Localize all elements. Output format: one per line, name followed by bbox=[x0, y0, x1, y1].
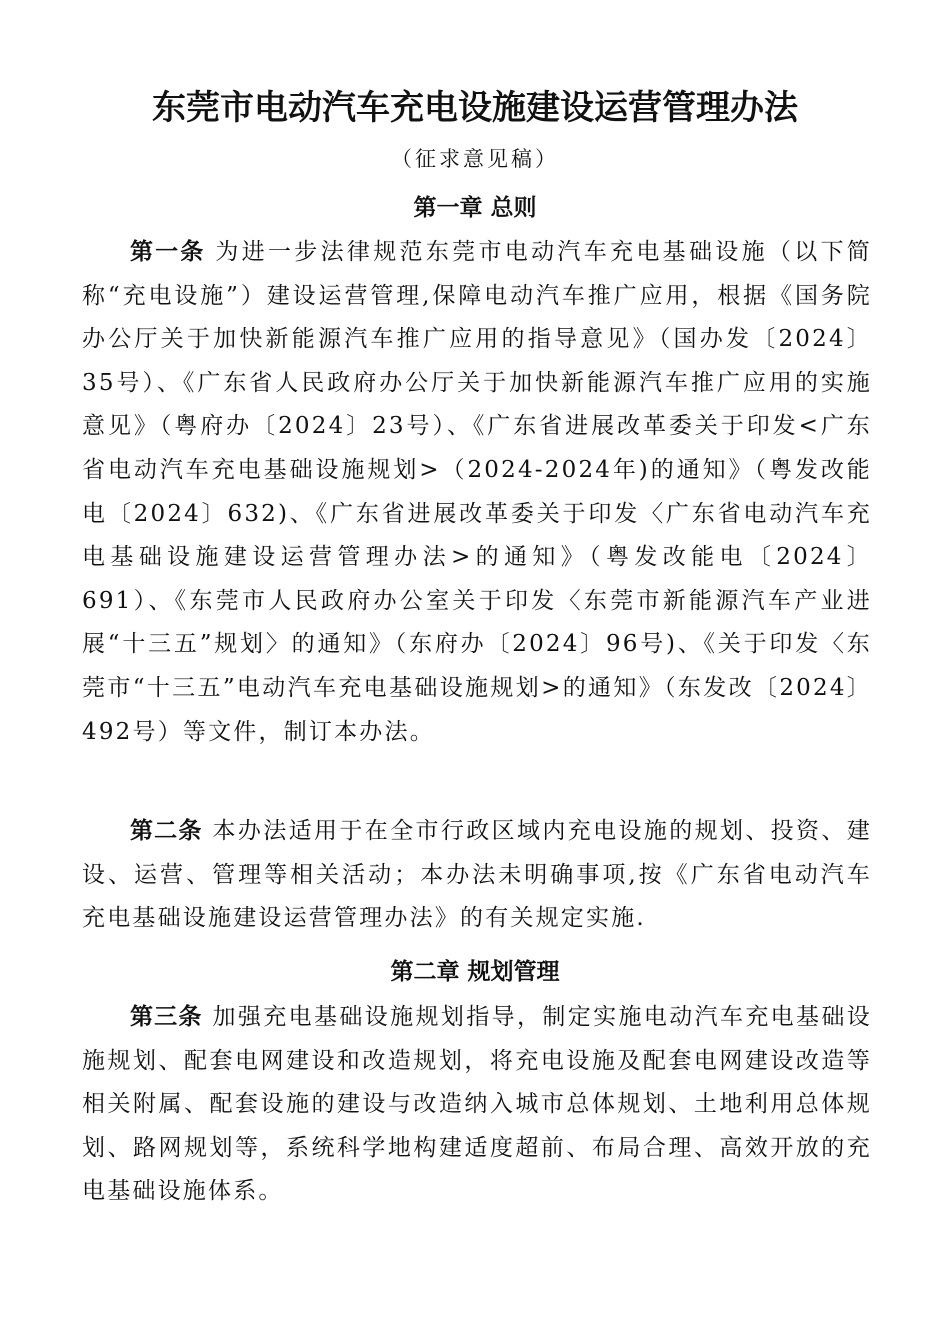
article-label: 第一条 bbox=[130, 239, 206, 265]
article-label: 第二条 bbox=[130, 818, 203, 844]
chapter-heading: 第二章 规划管理 bbox=[390, 959, 560, 985]
article-paragraph bbox=[82, 810, 872, 941]
article-paragraph bbox=[82, 996, 872, 1214]
article-label: 第三条 bbox=[130, 1004, 203, 1030]
article-text: 本办法适用于在全市行政区域内充电设施的规划、投资、建设、运营、管理等相关活动；本办法未明确事项,按《广东省电动汽车充电基础设施建设运营管理办法》的有关规定实施. bbox=[82, 818, 872, 932]
article-paragraph bbox=[82, 231, 872, 754]
chapter-heading: 第一章 总则 bbox=[413, 195, 537, 221]
document-subtitle: （征求意见稿） bbox=[391, 147, 559, 171]
document-title: 东莞市电动汽车充电设施建设运营管理办法 bbox=[152, 88, 798, 128]
article-text: 加强充电基础设施规划指导，制定实施电动汽车充电基础设施规划、配套电网建设和改造规划，将充电设施及配套电网建设改造等相关附属、配套设施的建设与改造纳入城市总体规划、土地利用总体规划、路网规划等，系统科学地构建适度超前、布局合理、高效开放的充电基础设施体系。 bbox=[82, 1004, 872, 1205]
article-text: 为进一步法律规范东莞市电动汽车充电基础设施（以下简称“充电设施”）建设运营管理,保障电动汽车推广应用，根据《国务院办公厅关于加快新能源汽车推广应用的指导意见》（国办发〔2024〕35号）、《广东省人民政府办公厅关于加快新能源汽车推广应用的实施意见》（粤府办〔2024〕23号）、《广东省进展改革委关于印发<广东省电动汽车充电基础设施规划>（2024-2024年)的通知》（粤发改能电〔2024〕632)、《广东省进展改革委关于印发〈广东省电动汽车充电基础设施建设运营管理办法>的通知》（粤发改能电〔2024〕691）、《东莞市人民政府办公室关于印发〈东莞市新能源汽车产业进展“十三五”规划〉的通知》（东府办〔2024〕96号)、《关于印发〈东莞市“十三五”电动汽车充电基础设施规划>的通知》（东发改〔2024〕492号）等文件，制订本办法。 bbox=[82, 239, 873, 745]
